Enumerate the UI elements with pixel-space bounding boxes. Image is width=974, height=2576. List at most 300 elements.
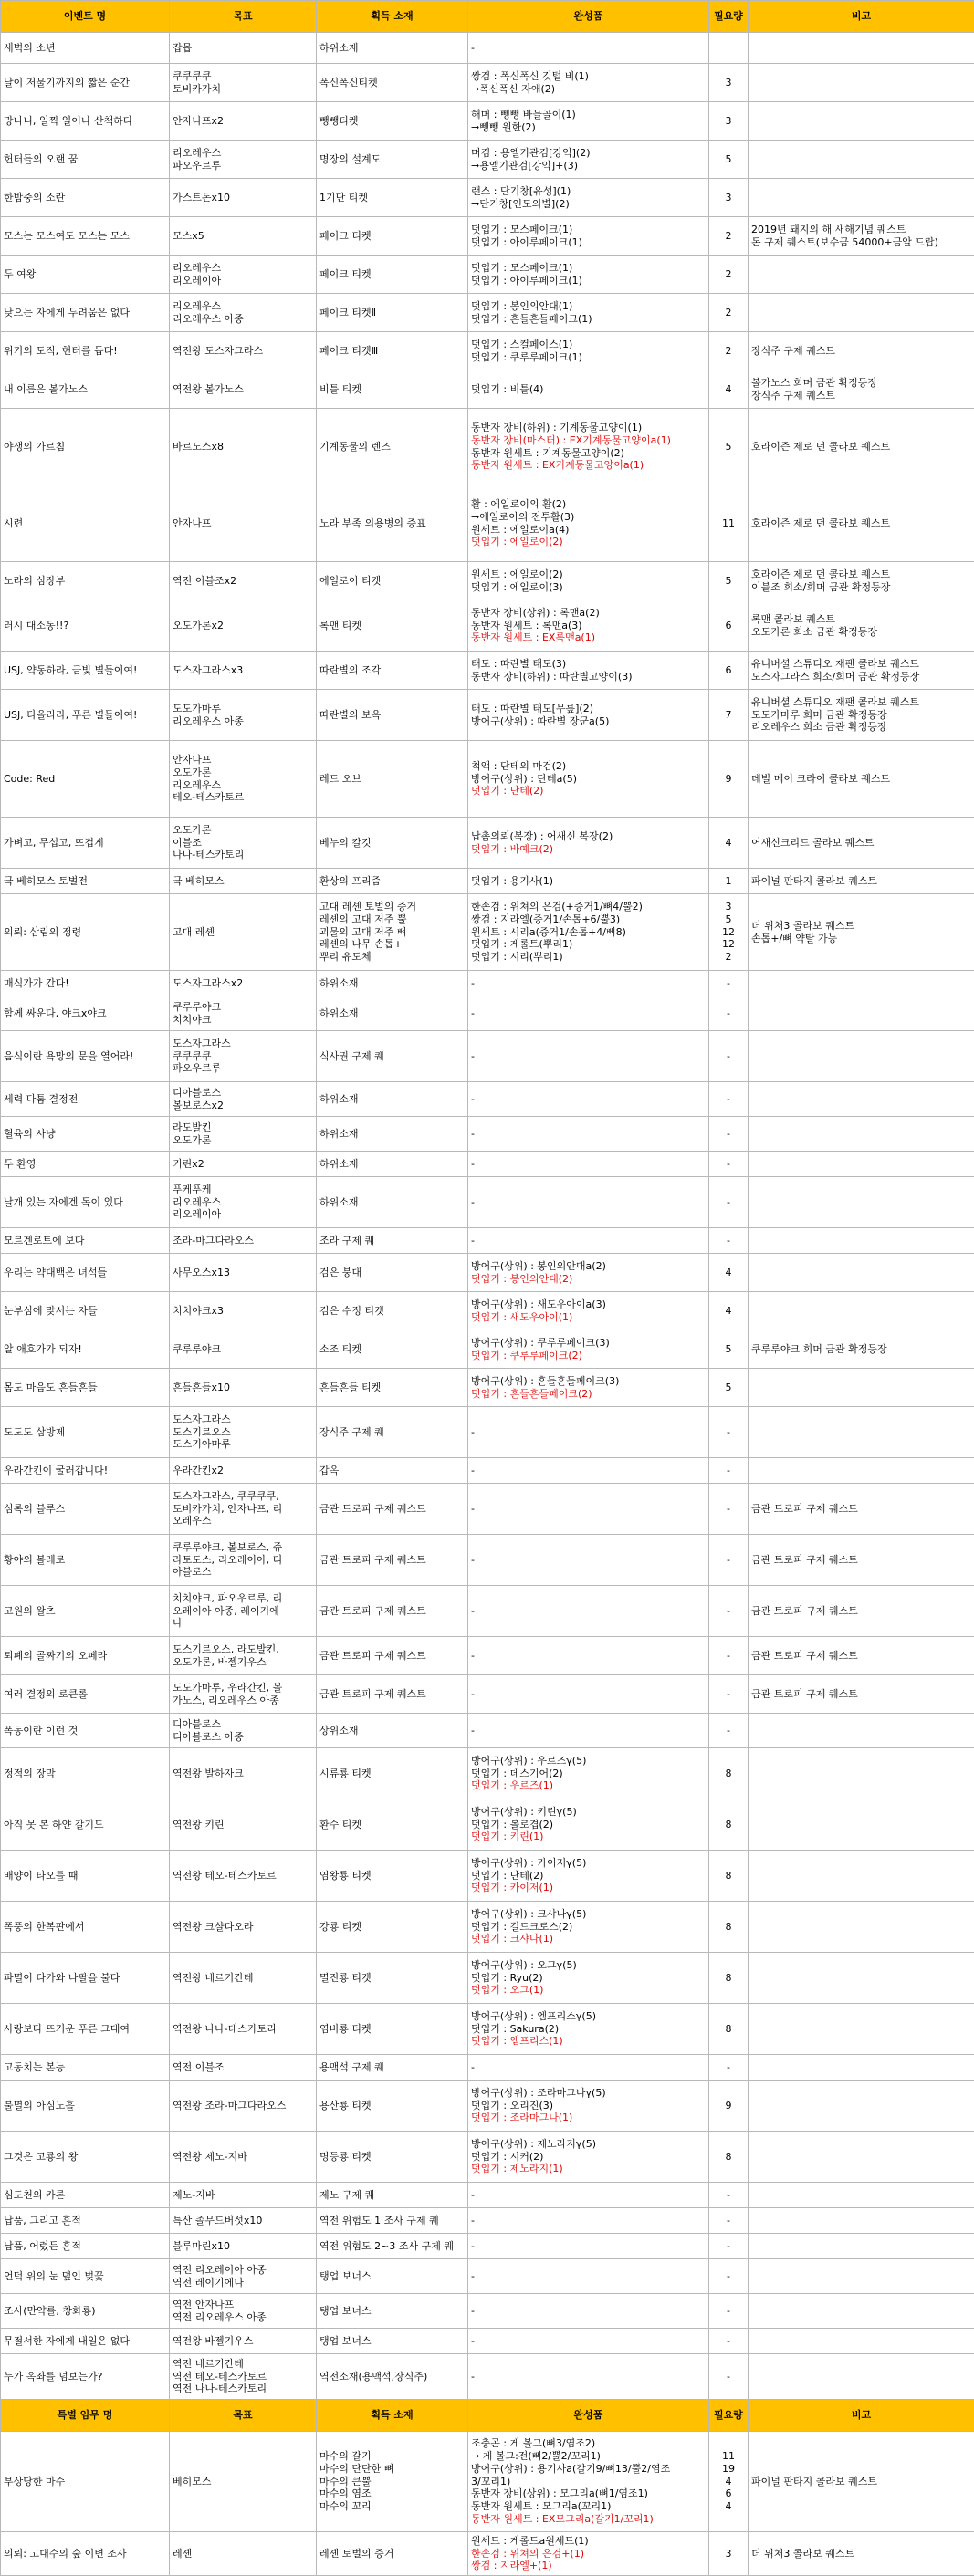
name-line: 누가 옥좌를 넘보는가?: [4, 2371, 166, 2383]
quantity-cell: [709, 2532, 749, 2576]
goal-line: 가노스, 리오레우스 아종: [173, 1695, 313, 1707]
header-goal: 목표: [170, 1, 317, 33]
name-line: 우라간킨이 굴러갑니다!: [4, 1465, 166, 1477]
goal-cell: [170, 1152, 317, 1177]
product-line: 원세트 : 에일로이a(4): [471, 524, 706, 537]
goal-cell: [170, 485, 317, 562]
material-cell: [317, 2132, 468, 2183]
quantity-line: 6: [712, 664, 745, 677]
material-line: 하위소재: [319, 977, 465, 990]
note-line: 파이널 판타지 콜라보 퀘스트: [751, 875, 971, 888]
product-cell: [468, 2081, 709, 2132]
note-cell: [749, 2055, 974, 2081]
name-line: 납품, 그리고 흔적: [4, 2215, 166, 2227]
material-cell: [317, 2004, 468, 2055]
product-line: -: [471, 1465, 706, 1477]
goal-line: 리오레우스 아종: [173, 715, 313, 728]
product-cell: [468, 1031, 709, 1082]
product-cell: [468, 2294, 709, 2329]
quantity-cell: [709, 1407, 749, 1458]
event-row: [1, 1851, 974, 1902]
quantity-line: -: [712, 2189, 745, 2202]
goal-line: 오도가론: [173, 767, 313, 779]
product-line: -: [471, 1158, 706, 1171]
product-line: -: [471, 1235, 706, 1247]
product-line: →뺑뺑 원한(2): [471, 121, 706, 134]
product-cell: [468, 1228, 709, 1254]
quantity-line: -: [712, 1605, 745, 1618]
name-cell: [1, 971, 170, 996]
product-line: 쌍검 : 지라엘+(1): [471, 2560, 706, 2572]
event-row: [1, 294, 974, 332]
product-cell: [468, 1714, 709, 1748]
note-cell: [749, 562, 974, 600]
event-row: [1, 2294, 974, 2329]
name-cell: [1, 2004, 170, 2055]
product-line: 덧입기 : Sakura(2): [471, 2023, 706, 2036]
goal-line: 도스기르오스: [173, 1426, 313, 1439]
goal-line: 역전 테오-테스카토르: [173, 2371, 313, 2383]
material-cell: [317, 1152, 468, 1177]
quantity-line: 8: [712, 1972, 745, 1985]
material-cell: [317, 652, 468, 690]
goal-line: 안자나프: [173, 754, 313, 767]
goal-cell: [170, 141, 317, 179]
note-cell: [749, 2354, 974, 2400]
material-cell: [317, 1714, 468, 1748]
goal-line: 극 베히모스: [173, 875, 313, 888]
event-row: [1, 971, 974, 996]
goal-line: 테오-테스카토르: [173, 791, 313, 804]
goal-cell: [170, 562, 317, 600]
product-line: -: [471, 2305, 706, 2318]
goal-cell: [170, 818, 317, 869]
note-line: 파이널 판타지 콜라보 퀘스트: [751, 2476, 971, 2488]
goal-line: 리오레우스: [173, 779, 313, 792]
material-cell: [317, 2354, 468, 2400]
product-line: -: [471, 1688, 706, 1701]
name-cell: [1, 2432, 170, 2532]
quantity-line: 11: [712, 517, 745, 530]
material-cell: [317, 294, 468, 332]
product-line: 덧입기 : 단테(2): [471, 785, 706, 798]
product-cell: [468, 1177, 709, 1228]
material-cell: [317, 1082, 468, 1117]
goal-cell: [170, 33, 317, 64]
goal-cell: [170, 294, 317, 332]
quantity-line: 3: [712, 2548, 745, 2560]
product-line: →용엘기관검[강익]+(3): [471, 160, 706, 172]
product-line: 동반자 장비(하위) : 기계동물고양이(1): [471, 422, 706, 434]
quantity-cell: [709, 996, 749, 1031]
note-cell: [749, 1458, 974, 1484]
goal-line: 오도가론: [173, 824, 313, 837]
name-line: 시련: [4, 517, 166, 530]
product-line: 덧입기 : 크샤나(1): [471, 1933, 706, 1945]
name-line: 새벽의 소년: [4, 42, 166, 55]
material-cell: [317, 1458, 468, 1484]
goal-line: 라토도스, 리오레이아, 디: [173, 1554, 313, 1567]
quantity-line: 3: [712, 192, 745, 204]
material-cell: [317, 1902, 468, 1953]
goal-line: 도스자그라스x2: [173, 977, 313, 990]
product-cell: [468, 1369, 709, 1407]
material-line: 마수의 꼬리: [319, 2500, 465, 2513]
goal-line: 쿠루루야크, 볼보로스, 쥬: [173, 1541, 313, 1554]
material-line: 시류룡 티켓: [319, 1768, 465, 1780]
name-cell: [1, 2294, 170, 2329]
product-cell: [468, 1535, 709, 1586]
product-line: -: [471, 1554, 706, 1567]
event-row: [1, 1177, 974, 1228]
material-cell: [317, 1407, 468, 1458]
material-line: 페이크 티켓: [319, 268, 465, 281]
quantity-line: -: [712, 1426, 745, 1439]
product-line: 방어구(상위) : 제노라지γ(5): [471, 2138, 706, 2151]
goal-line: 역전왕 크샬다오라: [173, 1921, 313, 1934]
quantity-line: -: [712, 1158, 745, 1171]
product-line: 조충곤 : 게 볼그(뼈3/염조2): [471, 2437, 706, 2450]
product-line: 덧입기 : 단테(2): [471, 1870, 706, 1882]
note-line: 록맨 콜라보 퀘스트: [751, 613, 971, 626]
product-line: 동반자 장비(마스터) : EX기계동물고양이a(1): [471, 434, 706, 447]
name-line: 아직 못 본 하얀 갈기도: [4, 1819, 166, 1831]
name-cell: [1, 294, 170, 332]
material-line: 1기단 티켓: [319, 192, 465, 204]
note-cell: [749, 1407, 974, 1458]
name-line: 폭동이란 이런 것: [4, 1725, 166, 1737]
product-line: 덧입기 : 길드크로스(2): [471, 1921, 706, 1934]
name-line: 우리는 약대백은 녀석들: [4, 1267, 166, 1279]
material-line: 금관 트로피 구제 퀘스트: [319, 1554, 465, 1567]
goal-line: 흔들흔들x10: [173, 1382, 313, 1394]
goal-cell: [170, 2354, 317, 2400]
name-cell: [1, 2532, 170, 2576]
name-line: 음식이란 욕망의 문을 열어라!: [4, 1050, 166, 1063]
event-row: [1, 332, 974, 370]
note-line: 장식주 구제 퀘스트: [751, 345, 971, 358]
special-header-note: 비고: [749, 2400, 974, 2432]
name-line: 망나니, 일찍 일어나 산책하다: [4, 115, 166, 128]
material-line: 조라 구제 퀘: [319, 1235, 465, 1247]
product-line: 덧입기 : 아이루페이크(1): [471, 236, 706, 249]
goal-line: 역전왕 도스자그라스: [173, 345, 313, 358]
goal-line: 도도가마루: [173, 703, 313, 715]
goal-cell: [170, 971, 317, 996]
product-line: 동반자 원세트 : 기계동물고양이(2): [471, 447, 706, 460]
name-cell: [1, 1031, 170, 1082]
note-cell: [749, 1369, 974, 1407]
note-line: 금관 트로피 구제 퀘스트: [751, 1688, 971, 1701]
event-row: [1, 1152, 974, 1177]
note-line: 데빌 메이 크라이 콜라보 퀘스트: [751, 773, 971, 786]
note-line: 금관 트로피 구제 퀘스트: [751, 1605, 971, 1618]
goal-cell: [170, 1292, 317, 1330]
material-cell: [317, 971, 468, 996]
material-line: 강룡 티켓: [319, 1921, 465, 1934]
material-line: 괴물의 고대 저주 뼈: [319, 926, 465, 939]
goal-line: 역전 리오레이아 아종: [173, 2264, 313, 2277]
note-cell: [749, 2208, 974, 2234]
product-cell: [468, 1637, 709, 1675]
goal-line: 바르노스x8: [173, 441, 313, 454]
event-row: [1, 217, 974, 256]
goal-cell: [170, 2329, 317, 2354]
material-line: 하위소재: [319, 42, 465, 55]
goal-line: 사무오스x13: [173, 1267, 313, 1279]
note-cell: [749, 1637, 974, 1675]
event-row: [1, 1953, 974, 2004]
product-line: -: [471, 1605, 706, 1618]
goal-cell: [170, 1748, 317, 1799]
material-line: 레드 오브: [319, 773, 465, 786]
material-cell: [317, 1851, 468, 1902]
note-cell: [749, 1082, 974, 1117]
note-cell: [749, 1851, 974, 1902]
goal-line: 레셴: [173, 2548, 313, 2560]
note-cell: [749, 332, 974, 370]
note-line: 금관 트로피 구제 퀘스트: [751, 1503, 971, 1516]
name-cell: [1, 1902, 170, 1953]
event-row: [1, 1535, 974, 1586]
goal-line: 키린x2: [173, 1158, 313, 1171]
note-line: 금관 트로피 구제 퀘스트: [751, 1650, 971, 1663]
event-row: [1, 1586, 974, 1637]
quantity-cell: [709, 1675, 749, 1714]
note-cell: [749, 102, 974, 141]
goal-line: 역전왕 바젤기우스: [173, 2335, 313, 2348]
quantity-line: 3: [712, 77, 745, 89]
product-cell: [468, 1330, 709, 1369]
note-cell: [749, 256, 974, 294]
note-cell: [749, 1228, 974, 1254]
product-line: 해머 : 뺑뺑 바늘골이(1): [471, 109, 706, 121]
special-header-row: [1, 2400, 974, 2432]
name-cell: [1, 1799, 170, 1851]
material-cell: [317, 2234, 468, 2259]
product-cell: [468, 2532, 709, 2576]
product-line: 동반자 장비(상위) : 록맨a(2): [471, 607, 706, 620]
goal-line: 디아블로스 아종: [173, 1731, 313, 1744]
quantity-line: -: [712, 1650, 745, 1663]
quantity-line: -: [712, 1235, 745, 1247]
quantity-cell: [709, 2294, 749, 2329]
quantity-line: 4: [712, 837, 745, 850]
product-line: 동반자 원세트 : 모그리a(꼬리1): [471, 2500, 706, 2513]
product-cell: [468, 2055, 709, 2081]
material-line: 하위소재: [319, 1007, 465, 1020]
goal-cell: [170, 1082, 317, 1117]
goal-cell: [170, 996, 317, 1031]
name-cell: [1, 2259, 170, 2294]
note-line: 손톱+/뼈 약탈 가능: [751, 933, 971, 945]
name-cell: [1, 2081, 170, 2132]
product-line: 랜스 : 단기창[유성](1): [471, 185, 706, 198]
material-line: 흔들흔들 티켓: [319, 1382, 465, 1394]
goal-cell: [170, 690, 317, 741]
quantity-line: -: [712, 977, 745, 990]
goal-cell: [170, 1330, 317, 1369]
goal-cell: [170, 2081, 317, 2132]
material-cell: [317, 2294, 468, 2329]
product-line: -: [471, 2189, 706, 2202]
name-cell: [1, 179, 170, 217]
product-line: 한손검 : 위쳐의 은검(+증거1/뼈4/뿔2): [471, 901, 706, 913]
product-line: 방어구(상위) : 키린γ(5): [471, 1806, 706, 1819]
name-cell: [1, 600, 170, 652]
goal-line: 역전 나나-테스카토리: [173, 2383, 313, 2395]
event-row: [1, 1637, 974, 1675]
note-line: 장식주 구제 퀘스트: [751, 390, 971, 402]
material-cell: [317, 2081, 468, 2132]
material-line: 고대 레셴 토벌의 증거: [319, 901, 465, 913]
product-line: 덧입기 : 쿠루루페이크(2): [471, 1350, 706, 1362]
name-cell: [1, 1714, 170, 1748]
goal-line: 역전왕 테오-테스카토르: [173, 1870, 313, 1882]
goal-line: 리오레이아: [173, 275, 313, 287]
event-row: [1, 1228, 974, 1254]
goal-cell: [170, 64, 317, 102]
goal-line: 오레이아 아종, 레이기에: [173, 1605, 313, 1618]
name-cell: [1, 332, 170, 370]
quantity-cell: [709, 971, 749, 996]
material-line: 에일로이 티켓: [319, 575, 465, 588]
goal-cell: [170, 2004, 317, 2055]
product-cell: [468, 409, 709, 485]
product-line: 덧입기 : 에일로이(3): [471, 581, 706, 594]
quantity-line: 5: [712, 1382, 745, 1394]
product-line: 태도 : 따란별 태도[무릎](2): [471, 703, 706, 715]
product-cell: [468, 1484, 709, 1535]
name-line: 야생의 가르침: [4, 441, 166, 454]
note-line: 돈 구제 퀘스트(보수금 54000+금알 드랍): [751, 236, 971, 249]
quantity-line: 7: [712, 709, 745, 722]
goal-line: 리오레우스: [173, 262, 313, 275]
material-cell: [317, 562, 468, 600]
goal-line: 치치야크: [173, 1014, 313, 1027]
name-line: 모스는 모스여도 모스는 모스: [4, 230, 166, 243]
quantity-cell: [709, 217, 749, 256]
note-cell: [749, 996, 974, 1031]
material-line: 멸진룡 티켓: [319, 1972, 465, 1985]
event-row: [1, 1117, 974, 1152]
goal-cell: [170, 2132, 317, 2183]
name-line: 납품, 어렸든 흔적: [4, 2240, 166, 2253]
product-cell: [468, 2259, 709, 2294]
material-cell: [317, 2208, 468, 2234]
event-row: [1, 2208, 974, 2234]
event-row: [1, 370, 974, 409]
note-cell: [749, 1799, 974, 1851]
goal-cell: [170, 2234, 317, 2259]
special-header-quantity: 필요량: [709, 2400, 749, 2432]
material-cell: [317, 690, 468, 741]
product-line: -: [471, 1503, 706, 1516]
product-line: 방어구(상위) : 우르즈γ(5): [471, 1755, 706, 1768]
goal-cell: [170, 2532, 317, 2576]
event-row: [1, 64, 974, 102]
product-line: -: [471, 1050, 706, 1063]
product-line: 방어구(상위) : 오그γ(5): [471, 1959, 706, 1972]
quantity-line: -: [712, 2240, 745, 2253]
product-line: 덧입기 : 데스기어(2): [471, 1768, 706, 1780]
product-line: 방어구(상위) : 흔들흔들페이크(3): [471, 1375, 706, 1388]
product-line: 덧입기 : 우르즈(1): [471, 1779, 706, 1792]
product-line: 방어구(상위) : 카이저γ(5): [471, 1857, 706, 1870]
material-line: 환상의 프리즘: [319, 875, 465, 888]
name-line: 두 환영: [4, 1158, 166, 1171]
goal-line: 도스자그라스x3: [173, 664, 313, 677]
product-line: 방어구(상위) : 크샤나γ(5): [471, 1908, 706, 1921]
note-line: 호라이즌 제로 던 콜라보 퀘스트: [751, 517, 971, 530]
quantity-line: -: [712, 1725, 745, 1737]
name-cell: [1, 818, 170, 869]
quantity-line: 5: [712, 1343, 745, 1356]
goal-line: 역전 이블조x2: [173, 575, 313, 588]
goal-line: 오도가론x2: [173, 620, 313, 632]
material-cell: [317, 1177, 468, 1228]
note-cell: [749, 1675, 974, 1714]
material-line: 레셴의 나무 손톱+: [319, 938, 465, 951]
quantity-line: -: [712, 1128, 745, 1141]
material-line: 금관 트로피 구제 퀘스트: [319, 1688, 465, 1701]
header-event-name: 이벤트 명: [1, 1, 170, 33]
quantity-cell: [709, 1369, 749, 1407]
quantity-line: -: [712, 2215, 745, 2227]
quantity-cell: [709, 485, 749, 562]
note-cell: [749, 2432, 974, 2532]
name-line: 낮으는 자에게 두려움은 없다: [4, 307, 166, 319]
goal-line: 리오레우스: [173, 1196, 313, 1209]
quantity-cell: [709, 2354, 749, 2400]
product-cell: [468, 894, 709, 971]
name-cell: [1, 1458, 170, 1484]
note-cell: [749, 600, 974, 652]
product-line: 덧입기 : 아이루페이크(1): [471, 275, 706, 287]
quantity-line: 8: [712, 1819, 745, 1831]
name-cell: [1, 485, 170, 562]
product-cell: [468, 179, 709, 217]
name-line: 가벼고, 무섭고, 뜨겁게: [4, 837, 166, 850]
goal-line: 도스자그라스: [173, 1038, 313, 1050]
name-cell: [1, 1953, 170, 2004]
goal-line: 이블조: [173, 837, 313, 850]
product-line: 한손검 : 위쳐의 은검+(1): [471, 2548, 706, 2560]
event-row: [1, 2081, 974, 2132]
goal-cell: [170, 600, 317, 652]
note-line: 오도가론 희소 금관 확정등장: [751, 626, 971, 639]
quantity-line: 2: [712, 951, 745, 964]
quantity-line: 6: [712, 2487, 745, 2500]
name-cell: [1, 141, 170, 179]
event-row: [1, 741, 974, 818]
product-cell: [468, 600, 709, 652]
material-line: 상위소재: [319, 1725, 465, 1737]
product-cell: [468, 294, 709, 332]
note-cell: [749, 690, 974, 741]
material-cell: [317, 1330, 468, 1369]
goal-line: 블루마린x10: [173, 2240, 313, 2253]
note-line: 도도가마루 희머 금관 확정등장: [751, 709, 971, 722]
quantity-line: 3: [712, 901, 745, 913]
goal-cell: [170, 1117, 317, 1152]
note-cell: [749, 2132, 974, 2183]
note-line: 더 위처3 콜라보 퀘스트: [751, 2548, 971, 2560]
quantity-line: 8: [712, 1870, 745, 1882]
material-line: 마수의 큰뿔: [319, 2476, 465, 2488]
note-cell: [749, 141, 974, 179]
material-cell: [317, 869, 468, 894]
